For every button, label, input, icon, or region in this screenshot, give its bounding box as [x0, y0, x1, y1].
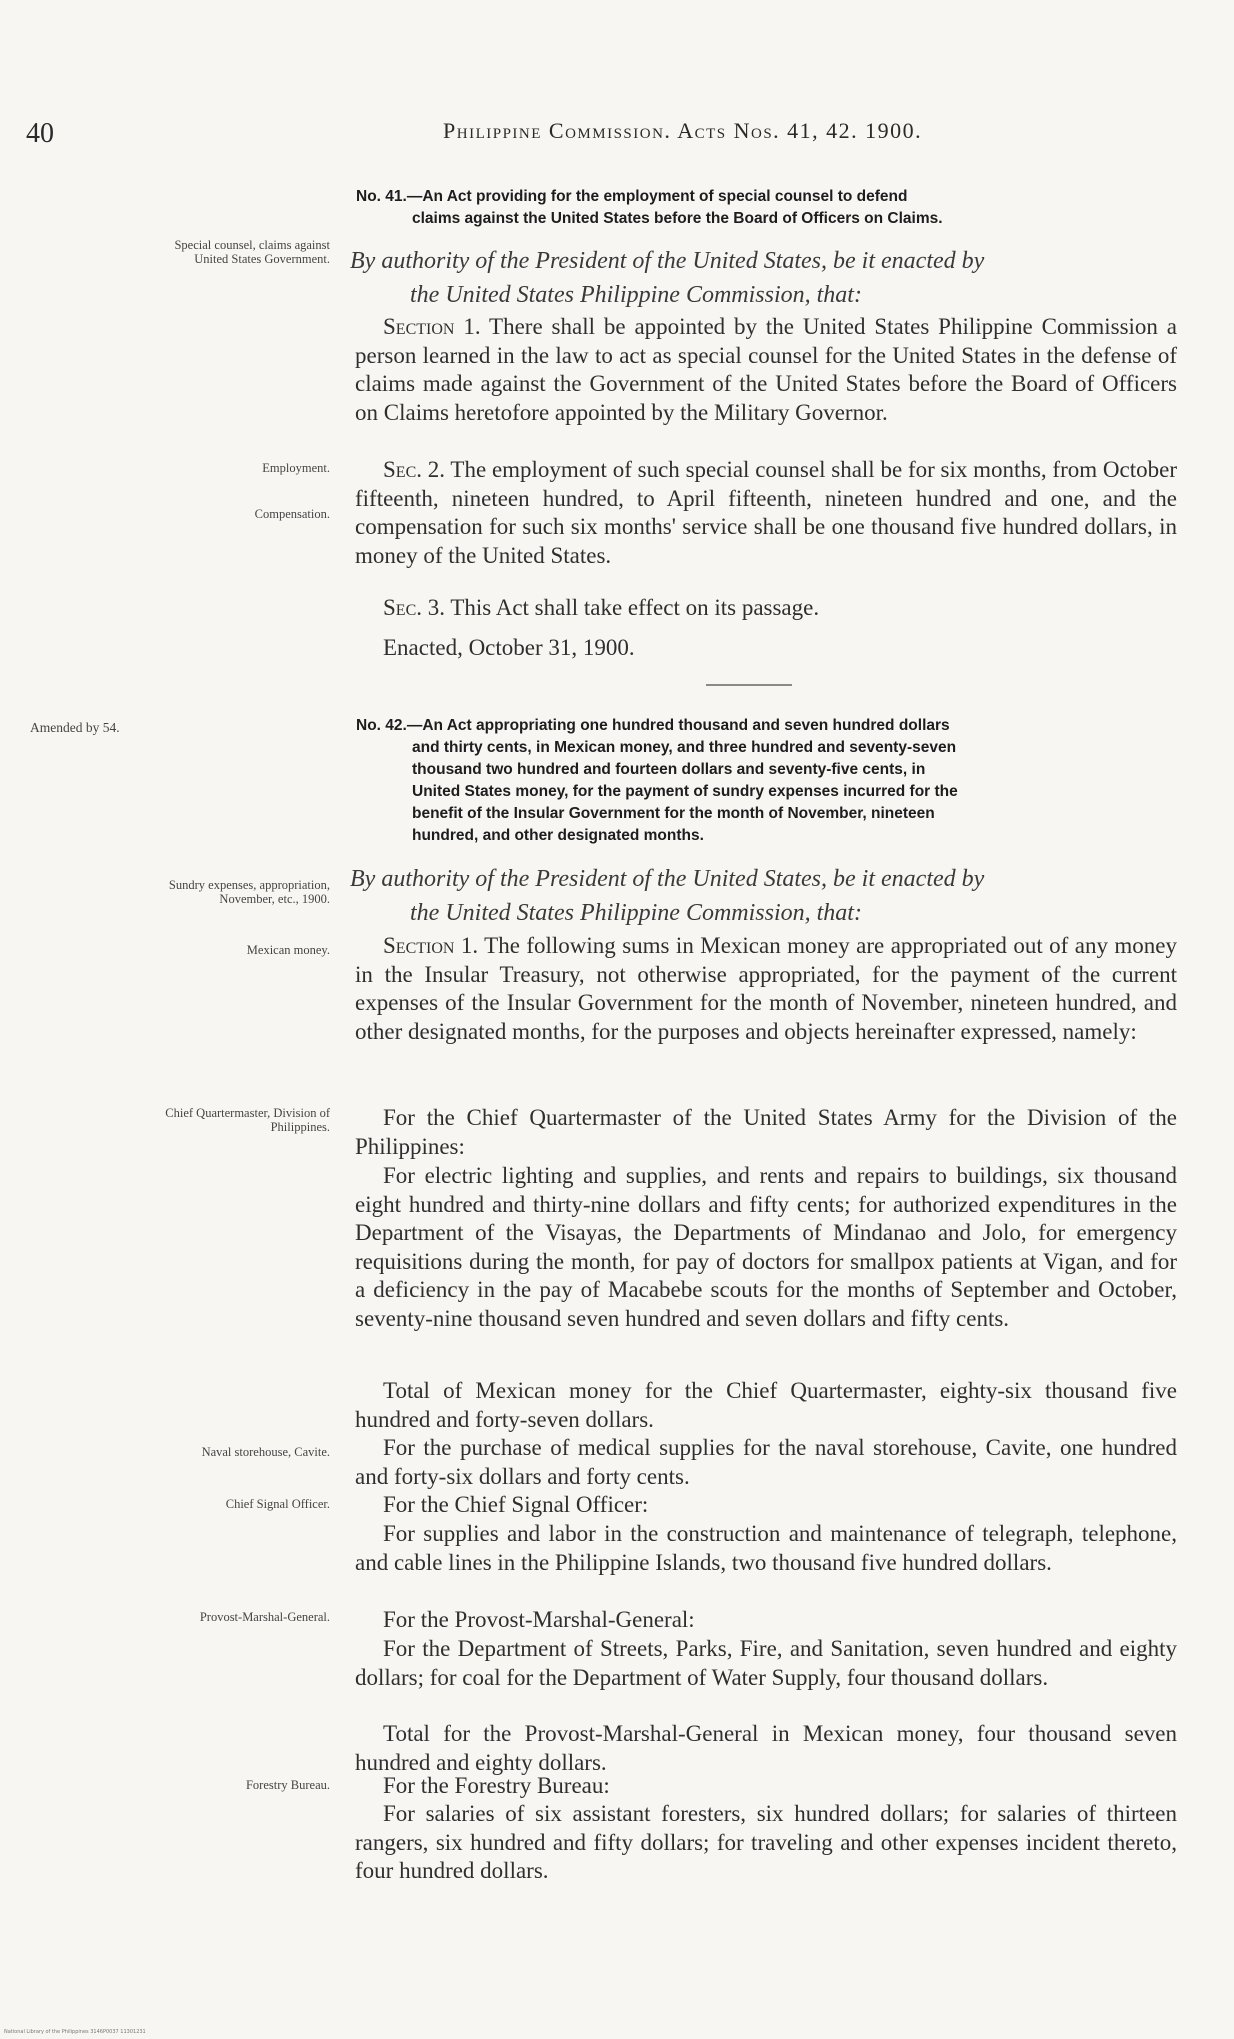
act-42-number: No. 42.— [356, 717, 423, 734]
act-42-heading-line4: United States money, for the payment of sundry expenses incurred for the [412, 783, 958, 800]
act-42-heading-line6: hundred, and other designated months. [412, 827, 704, 844]
margin-note-employment: Employment. [262, 461, 330, 475]
para-signal-items: For supplies and labor in the construction and maintenance of telegraph, telephone, and cable lines in the Philippine Islands, two thousand five hundred dollars. [355, 1521, 1177, 1575]
footer-scan-label: National Library of the Philippines 3146P0037 11301231 [4, 2029, 146, 2035]
para-forestry-items: For salaries of six assistant foresters, six hundred dollars; for salaries of thirteen rangers, six hundred and fifty dollars; for traveling and other expenses incident thereto, four hundred dollars. [355, 1801, 1177, 1884]
act-41-number: No. 41.— [356, 188, 423, 205]
section-label: Section 1. [383, 933, 479, 958]
section-label: Sec. 3. [383, 595, 445, 620]
section-label: Section 1. [383, 314, 481, 339]
para-chief-quartermaster-total: Total of Mexican money for the Chief Quartermaster, eighty-six thousand five hundred and forty-seven dollars. [355, 1378, 1177, 1432]
act-41-section-2 [355, 456, 1177, 570]
margin-note-chief-quartermaster: Chief Quartermaster, Division of Philippines. [165, 1106, 330, 1134]
page-number: 40 [26, 118, 54, 149]
margin-note-provost-marshal: Provost-Marshal-General. [199, 1610, 330, 1624]
act-41-heading-line1: An Act providing for the employment of special counsel to defend [422, 188, 908, 205]
section-label: Sec. 2. [383, 457, 446, 482]
section-text: This Act shall take effect on its passage. [450, 595, 820, 620]
para-signal-intro: For the Chief Signal Officer: [383, 1492, 649, 1517]
margin-note-forestry-bureau: Forestry Bureau. [245, 1778, 330, 1792]
act-41-section-1 [355, 313, 1177, 427]
act-42-section-1 [355, 932, 1177, 1046]
section-text: There shall be appointed by the United States Philippine Commission a person learned in the law to act as special counsel for the United States in the defense of claims made against the Government of the United States before the Board of Officers on Claims heretofore appointed by the Military Governor. [355, 314, 1177, 425]
para-chief-quartermaster-intro: For the Chief Quartermaster of the United States Army for the Division of the Philippines: [355, 1105, 1177, 1159]
act-42-enacting-clause [350, 862, 1180, 930]
act-41-enacted-date: Enacted, October 31, 1900. [383, 635, 635, 660]
act-41-enacting-clause [350, 244, 1180, 312]
act-42-heading-line1: An Act appropriating one hundred thousand and seven hundred dollars [422, 717, 950, 734]
act-41-enacting-line1: By authority of the President of the United States, be it enacted by [350, 248, 985, 274]
para-chief-quartermaster-items: For electric lighting and supplies, and rents and repairs to buildings, six thousand eight hundred and thirty-nine dollars and fifty cents; for authorized expenditures in the Department of the Visayas, the Departments of Mindanao and Jolo, for emergency requisitions during the month, for pay of doctors for smallpox patients at Vigan, and for a deficiency in the pay of Macabebe scouts for the months of September and October, seventy-nine thousand seven hundred and seven dollars and fifty cents. [355, 1163, 1177, 1331]
margin-note-chief-signal-officer: Chief Signal Officer. [225, 1497, 330, 1511]
act-42-enacting-line2: the United States Philippine Commission, that: [410, 900, 862, 926]
act-41-heading [356, 186, 1176, 230]
margin-note-mexican-money: Mexican money. [246, 943, 330, 957]
act-41-heading-line2: claims against the United States before the Board of Officers on Claims. [412, 210, 943, 227]
act-41-section-3 [355, 594, 1177, 623]
act-42-enacting-line1: By authority of the President of the United States, be it enacted by [350, 866, 985, 892]
section-text: The employment of such special counsel shall be for six months, from October fifteenth, nineteen hundred, to April fifteenth, nineteen hundred and one, and the compensation for such six months' service shall be one thousand five hundred dollars, in money of the United States. [355, 457, 1177, 568]
para-provost-items: For the Department of Streets, Parks, Fire, and Sanitation, seven hundred and eighty dollars; for coal for the Department of Water Supply, four thousand dollars. [355, 1636, 1177, 1690]
running-title: Philippine Commission. Acts Nos. 41, 42. 1900. [443, 118, 923, 143]
margin-note-amended: Amended by 54. [30, 720, 120, 735]
margin-note-special-counsel: Special counsel, claims against United States Government. [174, 238, 330, 266]
act-42-heading-line2: and thirty cents, in Mexican money, and three hundred and seventy-seven [412, 739, 957, 756]
para-provost-intro: For the Provost-Marshal-General: [383, 1607, 695, 1632]
margin-note-compensation: Compensation. [254, 507, 330, 521]
section-divider [706, 684, 792, 686]
act-42-heading-line5: benefit of the Insular Government for the month of November, nineteen [412, 805, 935, 822]
act-41-enacting-line2: the United States Philippine Commission, that: [410, 282, 862, 308]
act-42-heading [356, 715, 1176, 847]
margin-note-naval-storehouse: Naval storehouse, Cavite. [201, 1445, 330, 1459]
margin-note-sundry-expenses: Sundry expenses, appropriation, November, etc., 1900. [168, 878, 330, 906]
para-naval-storehouse: For the purchase of medical supplies for the naval storehouse, Cavite, one hundred and forty-six dollars and forty cents. [355, 1435, 1177, 1489]
para-provost-total: Total for the Provost-Marshal-General in Mexican money, four thousand seven hundred and eighty dollars. [355, 1721, 1177, 1775]
act-42-heading-line3: thousand two hundred and fourteen dollars and seventy-five cents, in [412, 761, 926, 778]
section-text: The following sums in Mexican money are appropriated out of any money in the Insular Treasury, not otherwise appropriated, for the payment of the current expenses of the Insular Government for the month of November, nineteen hundred, and other designated months, for the purposes and objects hereinafter expressed, namely: [355, 933, 1177, 1044]
para-forestry-intro: For the Forestry Bureau: [383, 1773, 610, 1798]
